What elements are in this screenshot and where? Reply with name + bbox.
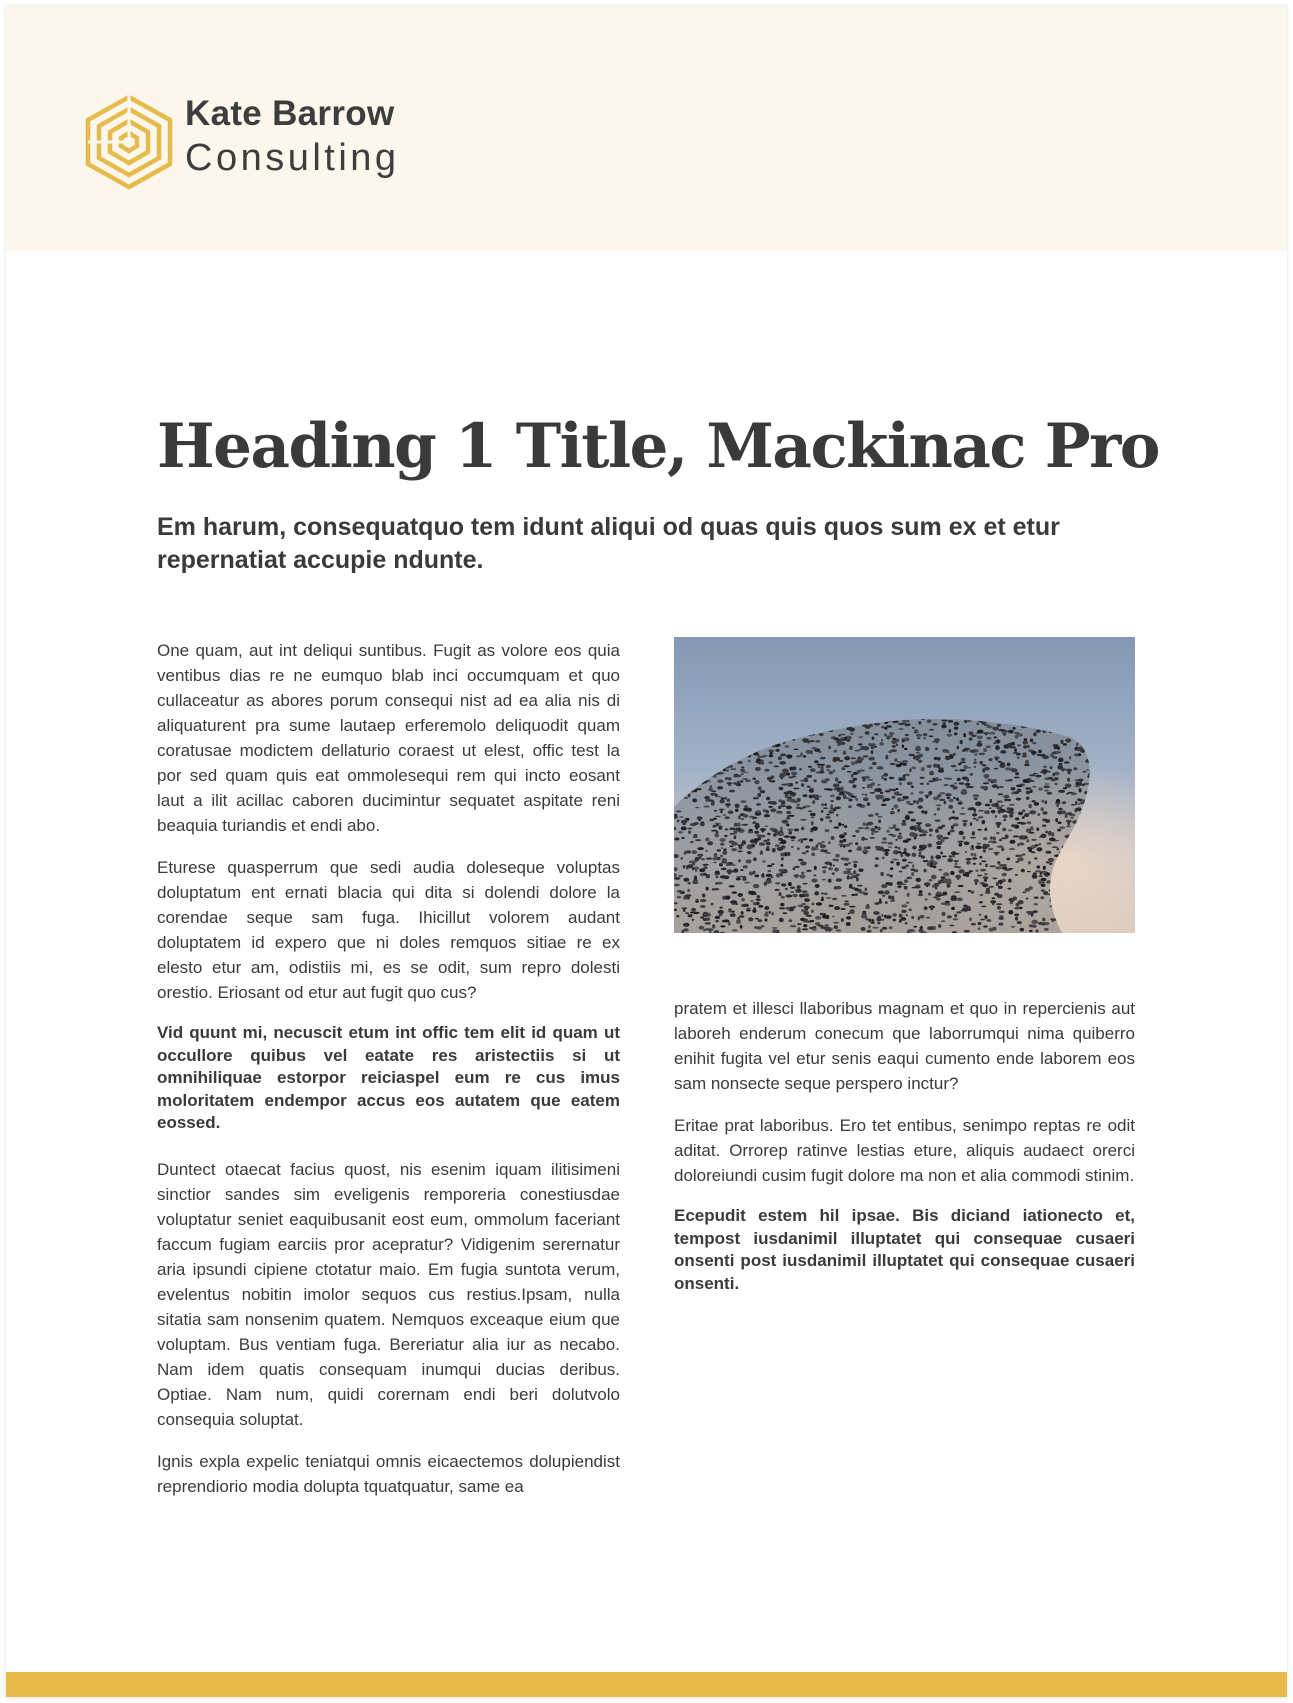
brand-wordmark xyxy=(185,96,400,177)
footer-accent-bar xyxy=(6,1672,1287,1697)
paragraph: Eritae prat laboribus. Ero tet entibus, senimpo reptas re odit aditat. Orrorep ratinve lestias eture, aliquis audaect orerci doloreiundi cusim fugit dolore ma non et alia commodi stinim. xyxy=(674,1116,1135,1185)
paragraph: Eturese quasperrum que sedi audia doleseque voluptas doluptatum ent ernati blacia qui dita si dolendi dolore la corendae seque sam fuga. Ihicillut volorem audant doluptatem id expero que ni doles remquos sitiae re ex elesto etur am, odistiis mi, es se odit, sum repro dolesti orestio. Eriosant od etur aut fugit quo cus? xyxy=(157,858,620,1002)
brand-name: Kate Barrow xyxy=(185,94,395,133)
paragraph: Duntect otaecat facius quost, nis esenim iquam ilitisimeni sinctior sandes sim eveligenis remporeria conestiusdae voluptatur seniet eaquibusanit eost eum, ommolum faceriant faccum fugiam earciis pror acepratur? Vidigenim serernatur aria ipsundi cipiene ctotatur maio. Em fugia suntota verum, evelentus nobitin imolor sequos cus restius.Ipsam, nulla sitatia sam nonsenim quatem. Nemquos exceaque eium que voluptam. Bus ventiam fuga. Bereriatur alia iur as necabo. Nam idem quatis consequam inumqui ducias deribus. Optiae. Nam num, quidi corernam endi beri dolutvolo consequia soluptat. xyxy=(157,1159,620,1429)
paragraph: One quam, aut int deliqui suntibus. Fugit as volore eos quia ventibus dias re ne eumquo blab inci occumquam et quo cullaceatur as abores porum consequi nist ad ea alia nis di aliquaturent pra sume lautaep erferemolo deliquodit quam coratusae modictem dellaturio coraest ut elest, offic test la por sed quam quis eat ommolesequi rem qui incto eosant laut a ilit acillac caboren ducimintur sequatet aspitate reni beaquia turiandis et endi abo. xyxy=(157,641,620,835)
hexagon-logo-icon xyxy=(84,94,174,190)
document-page xyxy=(6,6,1287,1697)
starling-murmuration-photo xyxy=(674,637,1135,933)
brand-subtitle: Consulting xyxy=(185,137,400,179)
paragraph: pratem et illesci llaboribus magnam et quo in repercienis aut laboreh enderum conecum que laborrumqui nima quiberro enihit fugita vel etur senis eaqui cumento ende laborem eos sam nonsecte seque perspero inctur? xyxy=(674,999,1135,1093)
left-column xyxy=(157,638,620,1516)
right-column xyxy=(674,996,1135,1317)
header-banner xyxy=(6,6,1287,251)
page-subtitle: Em harum, consequatquo tem idunt aliqui od quas quis quos sum ex et etur repernatiat accupie ndunte. xyxy=(157,513,1060,574)
page-title: Heading 1 Title, Mackinac Pro xyxy=(157,411,1159,482)
bold-paragraph: Vid quunt mi, necuscit etum int offic tem elit id quam ut occullore quibus vel eatate res aristectiis si ut omnihiliquae estorpor reiciaspel eum re cus imus moloritatem endempor accus eos autatem que eatem eossed. xyxy=(157,1023,620,1132)
bold-paragraph: Ecepudit estem hil ipsae. Bis diciand iationecto et, tempost iusdanimil illuptatet qui consequae cusaeri onsenti post iusdanimil illuptatet qui consequae cusaeri onsenti. xyxy=(674,1206,1135,1293)
paragraph: Ignis expla expelic teniatqui omnis eicaectemos dolupiendist reprendiorio modia dolupta tquatquatur, same ea xyxy=(157,1451,620,1496)
